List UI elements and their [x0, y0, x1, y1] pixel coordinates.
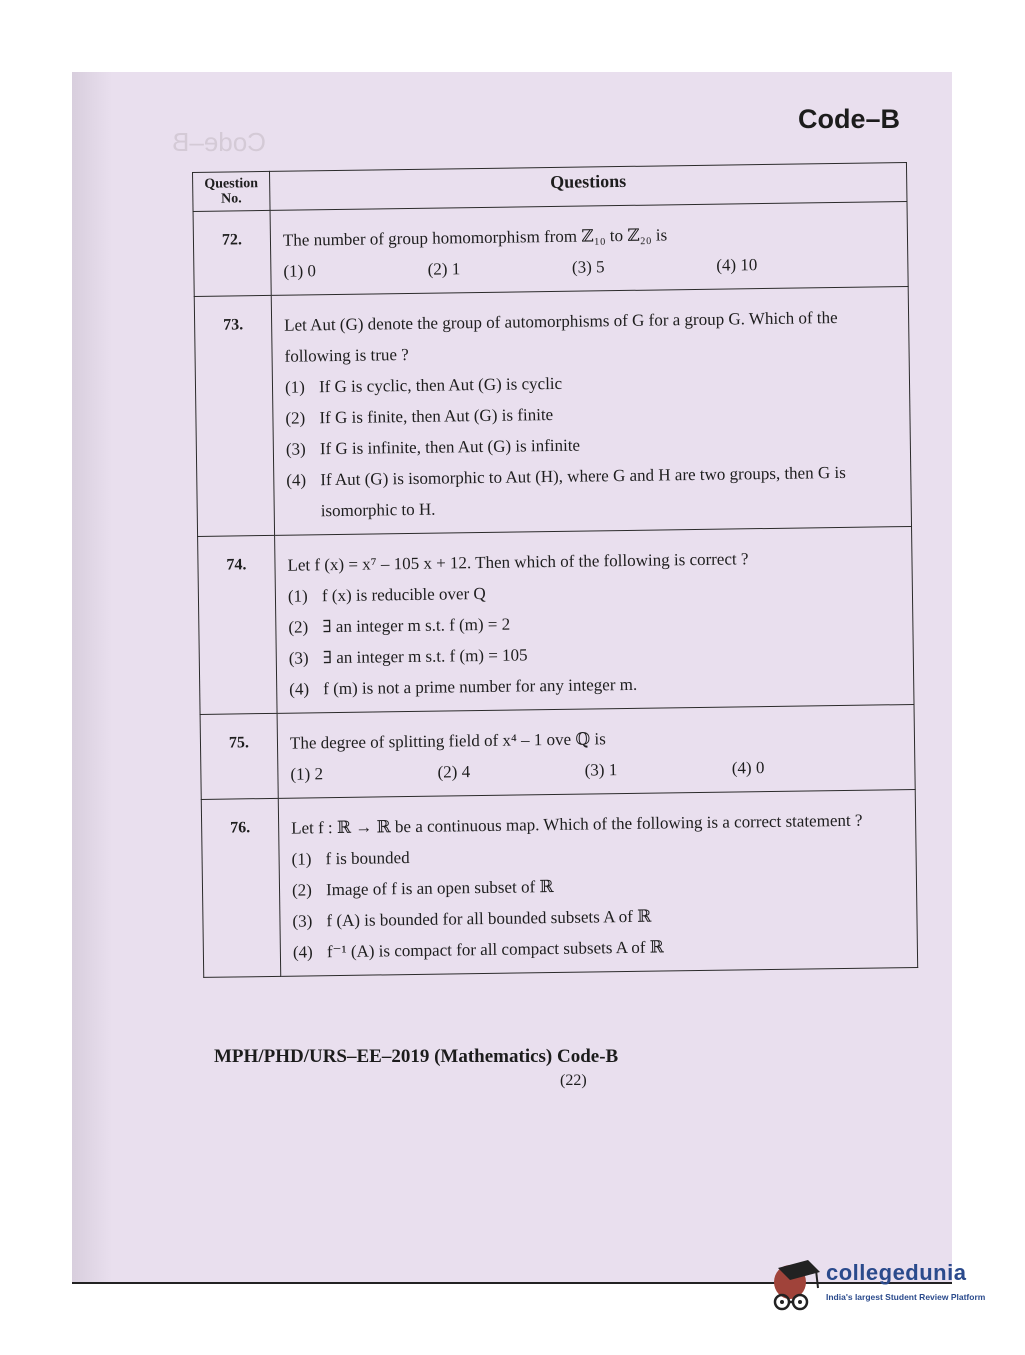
- option-4: [286, 456, 901, 527]
- option-2: (2) 4: [437, 762, 471, 782]
- option-text: f (A) is bounded for all bounded subsets A of ℝ: [326, 906, 652, 931]
- page-number: (22): [560, 1072, 587, 1089]
- option-text: f (m) is not a prime number for any integer m.: [323, 674, 638, 699]
- logo-tagline: India's largest Student Review Platform: [826, 1292, 986, 1302]
- question-table: [192, 162, 918, 978]
- option-number: (3): [288, 648, 309, 668]
- question-row-76: [201, 789, 917, 977]
- option-text: f⁻¹ (A) is compact for all compact subsets A of ℝ: [326, 937, 664, 962]
- option-number: (1): [291, 849, 312, 869]
- option-number: (2): [291, 880, 312, 900]
- question-number: 76.: [201, 798, 280, 977]
- column-header-questions: Questions: [269, 163, 906, 211]
- option-1: (1) 2: [290, 764, 324, 784]
- option-text: ∃ an integer m s.t. f (m) = 105: [322, 645, 528, 668]
- option-4: (4) 0: [731, 758, 765, 778]
- option-text: Image of f is an open subset of ℝ: [325, 877, 554, 900]
- option-number: (4): [289, 679, 310, 699]
- logo-wordmark: collegedunia: [826, 1260, 967, 1285]
- option-text: If G is finite, then Aut (G) is finite: [319, 404, 554, 428]
- option-number: (2): [288, 617, 309, 637]
- paper-code: Code–B: [797, 104, 900, 134]
- option-text: f (x) is reducible over Q: [321, 583, 486, 606]
- mascot-icon: [768, 1258, 824, 1318]
- question-row-75: [200, 704, 915, 799]
- option-number: (1): [287, 586, 308, 606]
- option-number: (4): [286, 470, 307, 490]
- option-2: (2) 1: [427, 259, 461, 279]
- question-body: [270, 202, 908, 296]
- question-text: The degree of splitting field of x⁴ – 1 ove ℚ is: [289, 729, 606, 753]
- question-text: Let f : ℝ → ℝ be a continuous map. Which of the following is a correct statement ?: [291, 810, 863, 838]
- question-row-72: [193, 202, 908, 297]
- option-number: (3): [285, 439, 306, 459]
- column-header-question-no: Question No.: [193, 171, 271, 211]
- question-body: [275, 526, 914, 713]
- question-number: 72.: [193, 210, 271, 296]
- option-4: (4) 10: [716, 255, 758, 275]
- question-number: 75.: [200, 713, 278, 799]
- question-text: Let Aut (G) denote the group of automorphisms of G for a group G. Which of the following is true ?: [284, 308, 838, 366]
- question-number: 74.: [198, 535, 277, 714]
- option-number: (1): [284, 377, 305, 397]
- option-3: (3) 1: [584, 760, 618, 780]
- page-shadow: [72, 72, 112, 1282]
- option-text: ∃ an integer m s.t. f (m) = 2: [322, 614, 511, 637]
- option-1: (1) 0: [283, 261, 317, 281]
- question-body: [271, 287, 911, 536]
- option-text: If G is cyclic, then Aut (G) is cyclic: [318, 373, 563, 397]
- option-text: f is bounded: [325, 848, 410, 869]
- bleed-through-code: Code–B: [172, 127, 266, 157]
- question-text: Let f (x) = x⁷ – 105 x + 12. Then which of the following is correct ?: [287, 549, 749, 575]
- collegedunia-logo[interactable]: [768, 1258, 1008, 1318]
- question-body: [277, 704, 915, 798]
- question-row-73: [194, 287, 911, 537]
- question-number: 73.: [194, 295, 274, 536]
- option-text: If Aut (G) is isomorphic to Aut (H), where G and H are two groups, then G is isomorphic to H.: [320, 462, 846, 521]
- question-text: The number of group homomorphism from ℤ₁₀ to ℤ₂₀ is: [282, 225, 668, 250]
- option-number: (3): [292, 911, 313, 931]
- scanned-page: [72, 72, 952, 1284]
- footer-paper-code: MPH/PHD/URS–EE–2019 (Mathematics) Code-B: [214, 1046, 619, 1067]
- option-text: If G is infinite, then Aut (G) is infinite: [319, 435, 581, 459]
- option-3: (3) 5: [571, 257, 605, 277]
- option-number: (2): [285, 408, 306, 428]
- question-row-74: [198, 526, 914, 714]
- option-number: (4): [292, 942, 313, 962]
- question-body: [278, 789, 917, 976]
